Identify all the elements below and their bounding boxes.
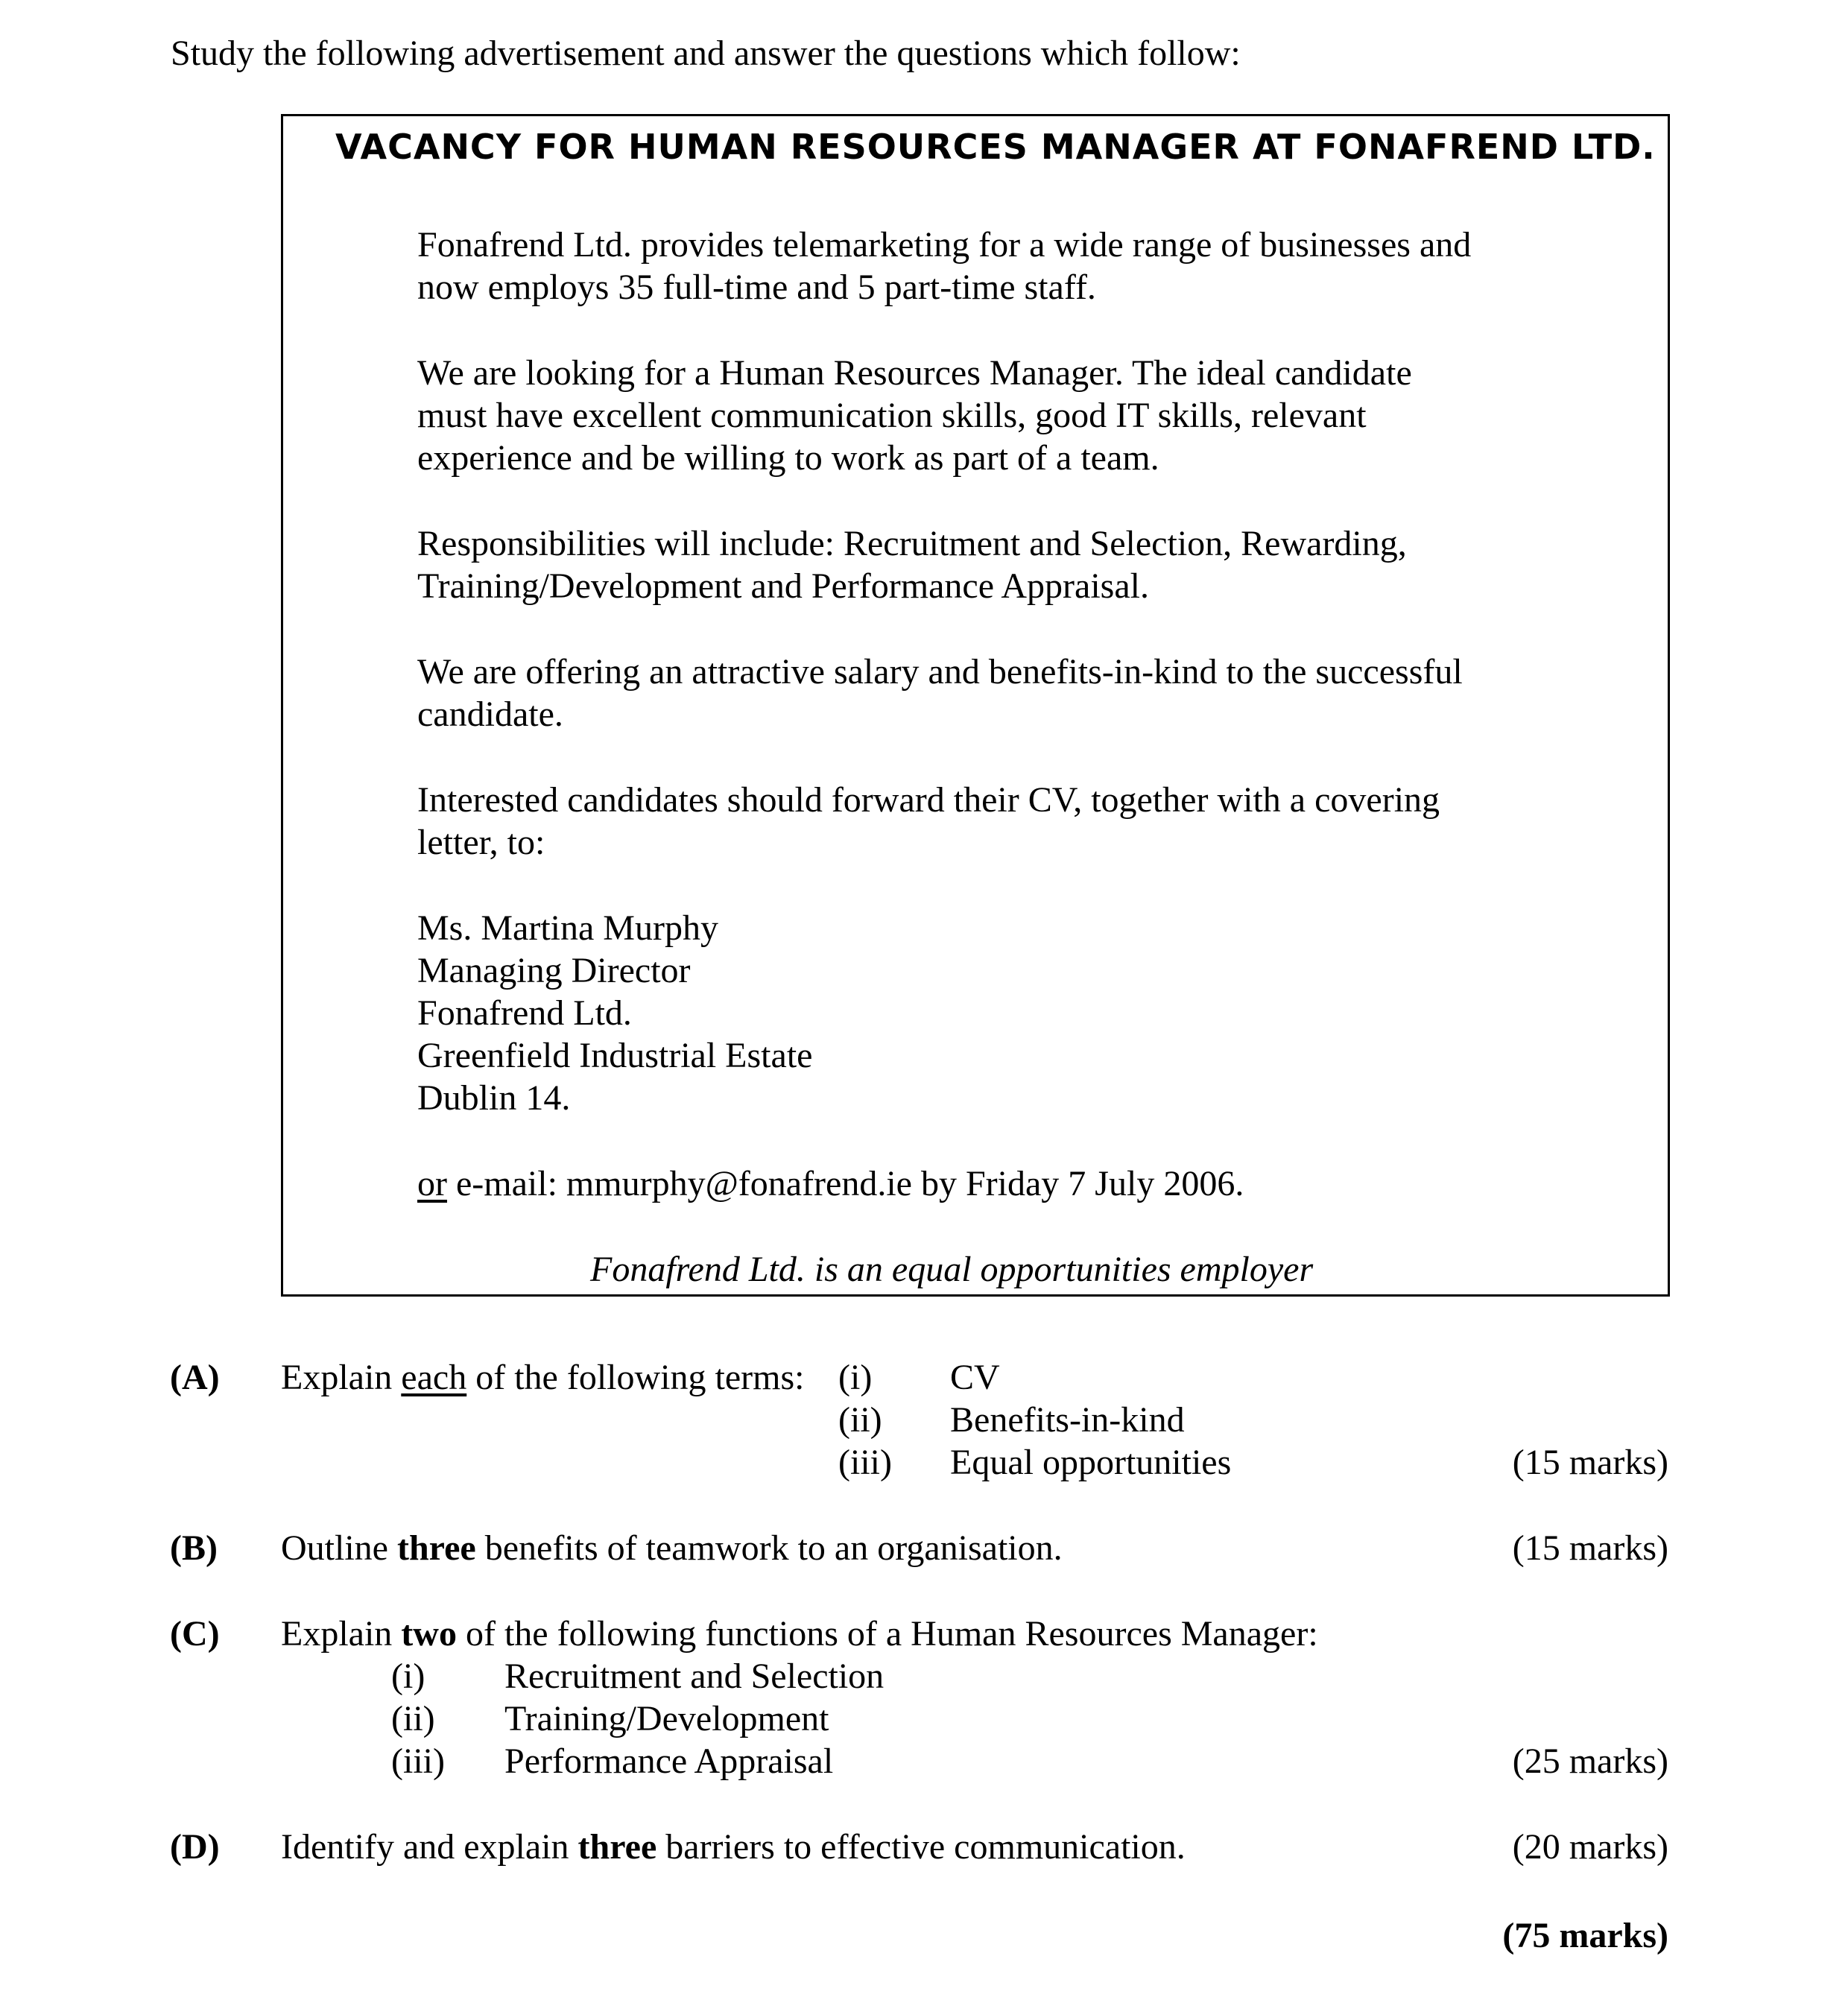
or-underlined: or: [417, 1164, 447, 1203]
address-estate: Greenfield Industrial Estate: [417, 1036, 813, 1075]
ad-email-line: [417, 1166, 1244, 1202]
ad-para2-line3: experience and be willing to work as part of a team.: [417, 438, 1159, 478]
ad-title: VACANCY FOR HUMAN RESOURCES MANAGER AT FONAFREND LTD.: [335, 127, 1656, 167]
ad-footer: Fonafrend Ltd. is an equal opportunities employer: [590, 1250, 1314, 1289]
question-a-label: (A): [170, 1358, 220, 1397]
question-d-text: Identify and explain three barriers to effective communication.: [281, 1827, 1186, 1867]
ad-para2-line2: must have excellent communication skills, good IT skills, relevant: [417, 396, 1367, 435]
question-b-marks: (15 marks): [1512, 1528, 1668, 1568]
question-a-item-num: (i): [838, 1358, 873, 1397]
question-c-item-num: (ii): [391, 1699, 435, 1738]
ad-para3-line2: Training/Development and Performance Appraisal.: [417, 566, 1149, 606]
address-name: Ms. Martina Murphy: [417, 908, 718, 948]
intro-text: Study the following advertisement and answer the questions which follow:: [171, 34, 1241, 73]
question-b-text: Outline three benefits of teamwork to an organisation.: [281, 1528, 1063, 1568]
ad-para5-line2: letter, to:: [417, 823, 545, 862]
ad-para5-line1: Interested candidates should forward their CV, together with a covering: [417, 780, 1440, 820]
each-underlined: each: [401, 1358, 467, 1397]
address-city: Dublin 14.: [417, 1078, 571, 1118]
question-c-item-term: Recruitment and Selection: [504, 1656, 885, 1696]
ad-para1-line2: now employs 35 full-time and 5 part-time staff.: [417, 268, 1096, 307]
question-b-label: (B): [170, 1528, 218, 1568]
question-a-item-term: Benefits-in-kind: [950, 1400, 1185, 1440]
question-a-marks: (15 marks): [1512, 1443, 1668, 1482]
question-c-label: (C): [170, 1614, 220, 1654]
question-a-item-num: (iii): [838, 1443, 892, 1482]
question-a-item-num: (ii): [838, 1400, 882, 1440]
question-c-item-term: Training/Development: [504, 1699, 829, 1738]
question-c-text: Explain two of the following functions of a Human Resources Manager:: [281, 1614, 1318, 1654]
question-c-marks: (25 marks): [1512, 1741, 1668, 1781]
ad-para2-line1: We are looking for a Human Resources Manager. The ideal candidate: [417, 353, 1412, 393]
ad-para4-line1: We are offering an attractive salary and benefits-in-kind to the successful: [417, 652, 1463, 692]
question-a-text: Explain each of the following terms:: [281, 1358, 805, 1397]
question-a-item-term: Equal opportunities: [950, 1443, 1232, 1482]
ad-para1-line1: Fonafrend Ltd. provides telemarketing for a wide range of businesses and: [417, 225, 1472, 265]
question-c-item-num: (i): [391, 1656, 425, 1696]
question-a-item-term: CV: [950, 1358, 1000, 1397]
question-c-item-num: (iii): [391, 1741, 445, 1781]
question-d-label: (D): [170, 1827, 220, 1867]
total-marks: (75 marks): [1502, 1916, 1668, 1955]
question-c-item-term: Performance Appraisal: [504, 1741, 834, 1781]
question-d-marks: (20 marks): [1512, 1827, 1668, 1867]
ad-para3-line1: Responsibilities will include: Recruitment and Selection, Rewarding,: [417, 524, 1407, 563]
address-company: Fonafrend Ltd.: [417, 993, 632, 1033]
address-title: Managing Director: [417, 951, 691, 990]
email-text: e-mail: mmurphy@fonafrend.ie by Friday 7 July 2006.: [446, 1164, 1244, 1203]
ad-para4-line2: candidate.: [417, 694, 563, 734]
